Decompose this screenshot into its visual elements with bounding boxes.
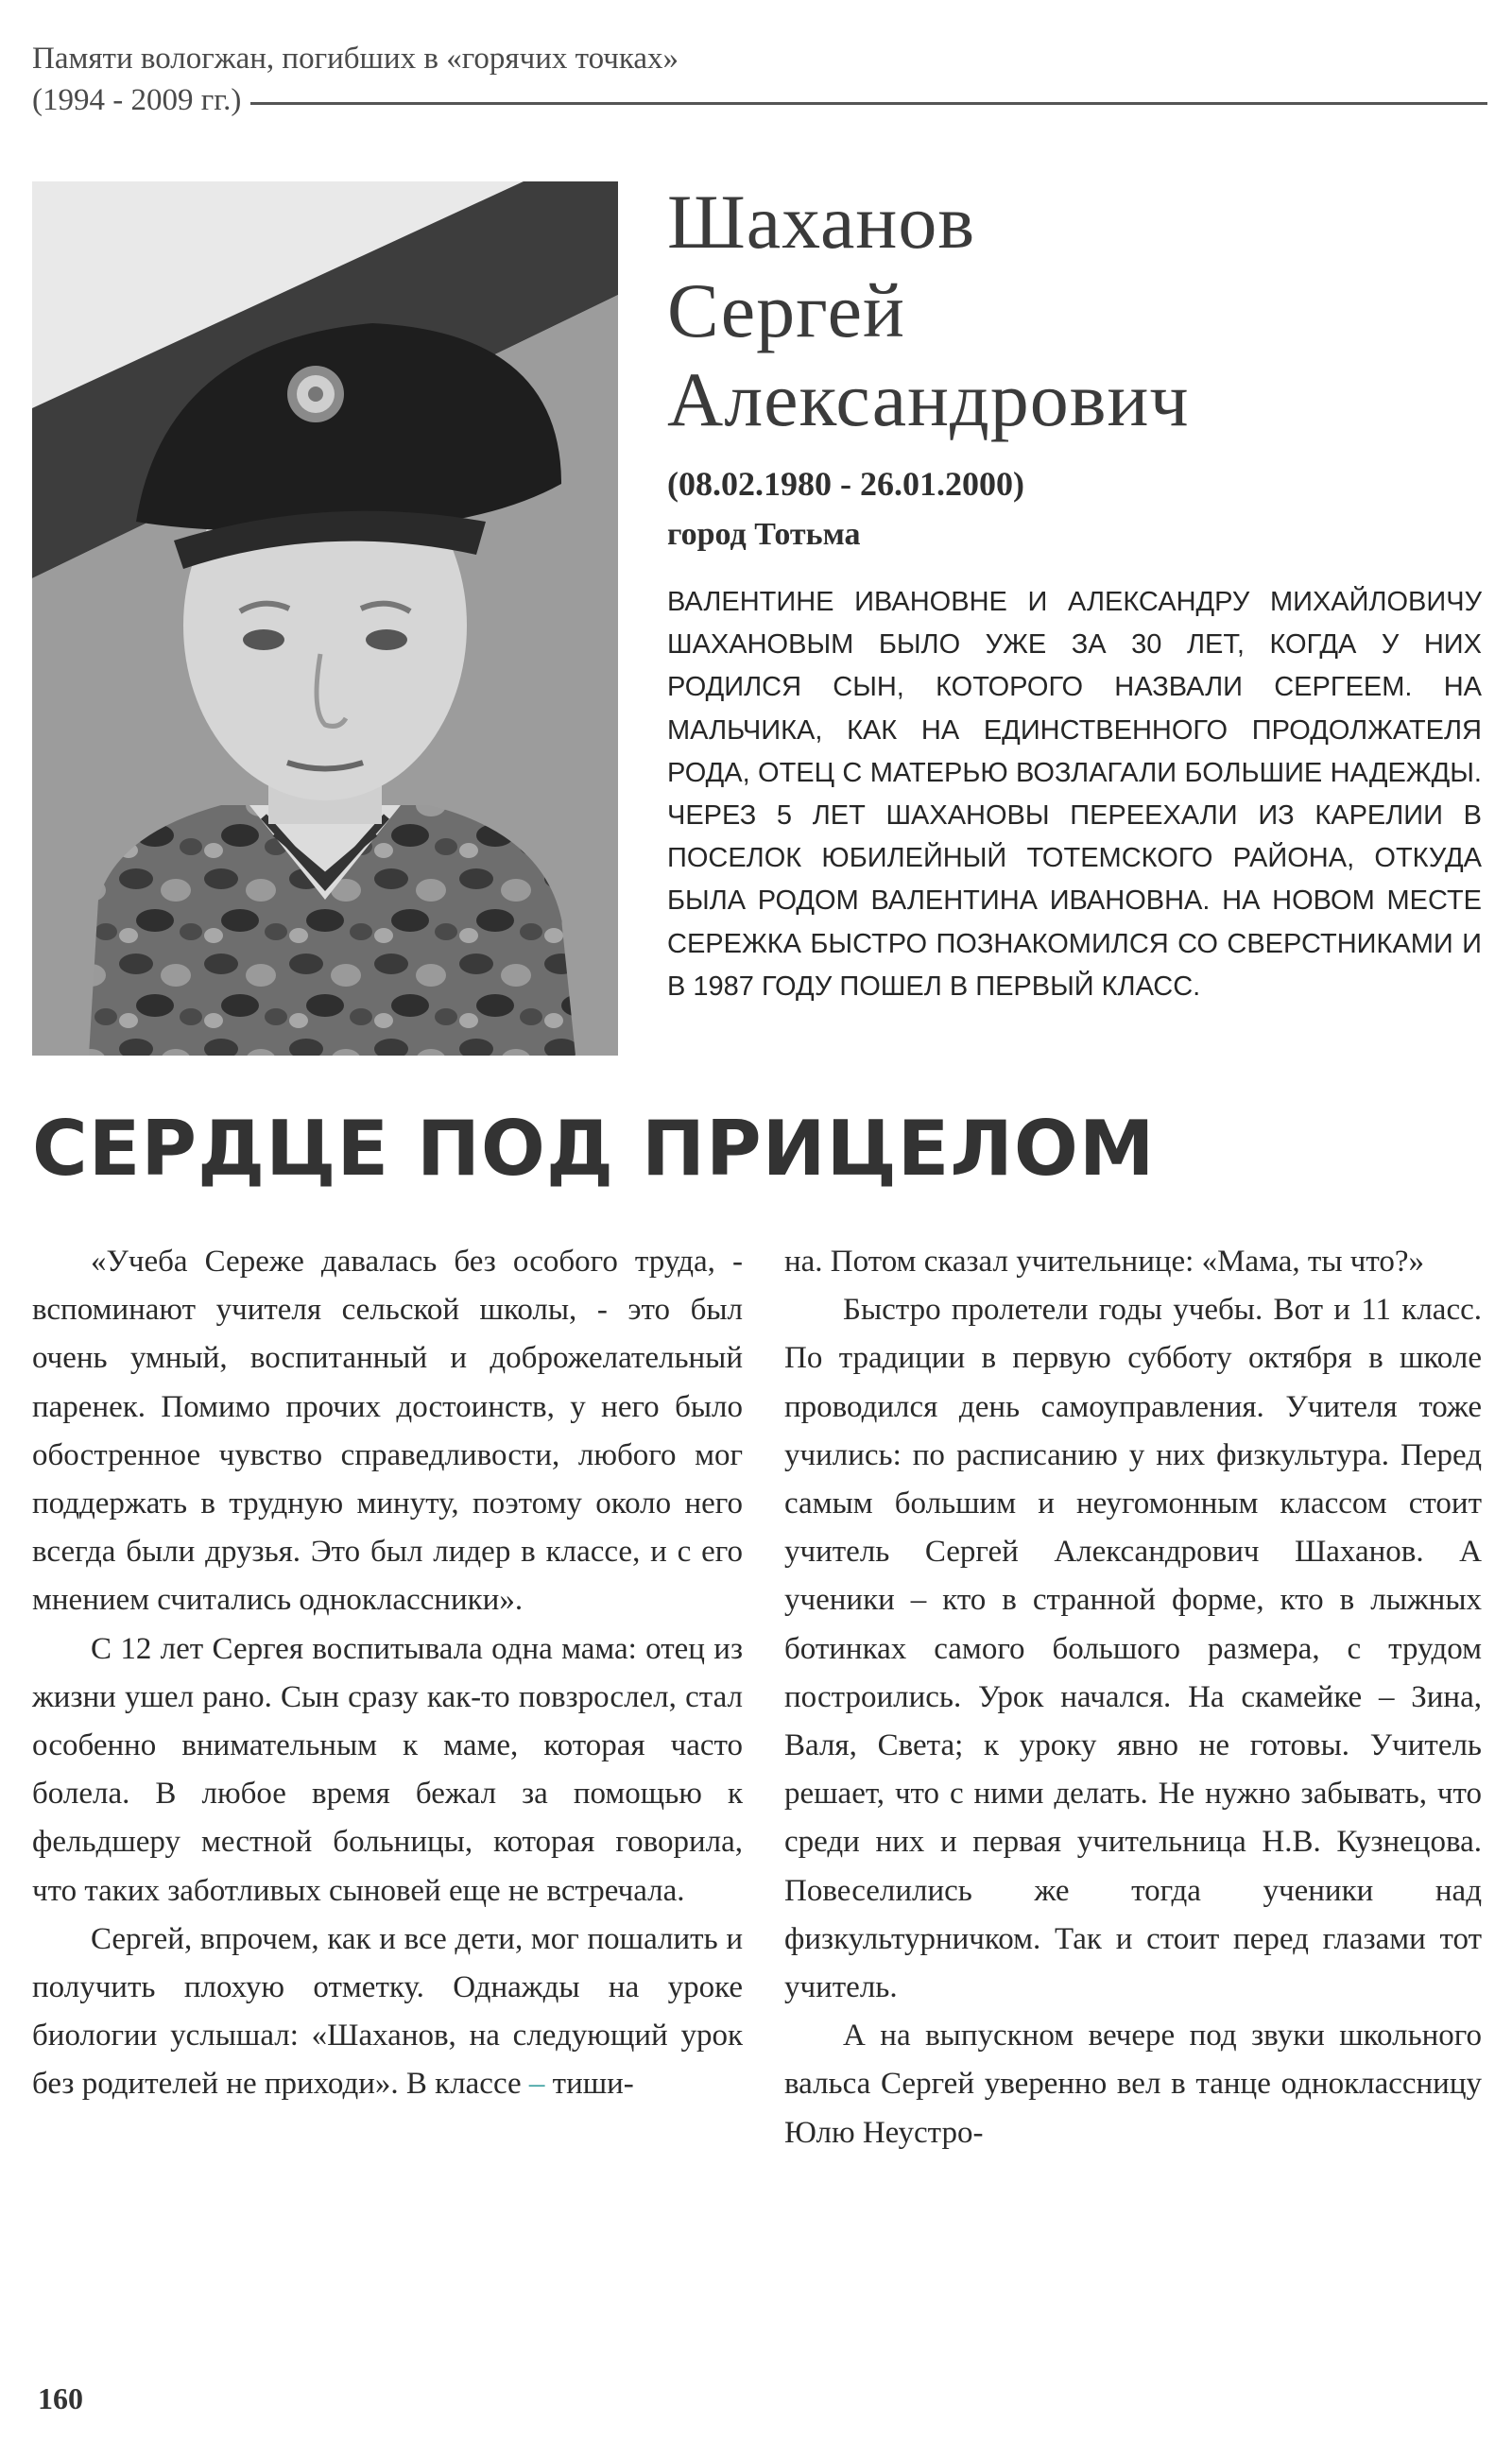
home-city: город Тотьма bbox=[667, 517, 861, 552]
person-first-name: Сергей bbox=[667, 267, 905, 353]
article-paragraph: «Учеба Сереже давалась без особого труда, - вспоминают учителя сельской школы, - это был очень умный, воспитанный и доброжелательный паренек. Помимо прочих достоинств, у него было обостренное чувство справедливости, любого мог поддержать в трудную минуту, поэтому около него всегда были друзья. Это был лидер в классе, и с его мнением считались одноклассники». bbox=[32, 1245, 743, 1618]
accent-dash: – bbox=[528, 2067, 545, 2102]
article-headline: СЕРДЦЕ ПОД ПРИЦЕЛОМ bbox=[32, 1105, 1156, 1193]
running-head-title: Памяти вологжан, погибших в «горячих точках» bbox=[32, 42, 679, 76]
person-patronymic: Александрович bbox=[667, 356, 1190, 442]
header-rule bbox=[250, 102, 1487, 105]
article-paragraph-text: Сергей, впрочем, как и все дети, мог пошалить и получить плохую отметку. Однажды на уроке биологии услышал: «Шаханов, на следующий урок без родителей не приходи». В классе bbox=[32, 1921, 743, 2102]
portrait-photo bbox=[32, 181, 618, 1056]
life-dates: (08.02.1980 - 26.01.2000) bbox=[667, 465, 1024, 503]
page-number: 160 bbox=[38, 2381, 83, 2415]
running-head-years-row bbox=[32, 79, 1487, 121]
person-name bbox=[667, 178, 1480, 444]
intro-paragraph: ВАЛЕНТИНЕ ИВАНОВНЕ И АЛЕКСАНДРУ МИХАЙЛОВИЧУ ШАХАНОВЫМ БЫЛО УЖЕ ЗА 30 ЛЕТ, КОГДА У НИХ РОДИЛСЯ СЫН, КОТОРОГО НАЗВАЛИ СЕРГЕЕМ. НА МАЛЬЧИКА, КАК НА ЕДИНСТВЕННОГО ПРОДОЛЖАТЕЛЯ РОДА, ОТЕЦ С МАТЕРЬЮ ВОЗЛАГАЛИ БОЛЬШИЕ НАДЕЖДЫ. ЧЕРЕЗ 5 ЛЕТ ШАХАНОВЫ ПЕРЕЕХАЛИ ИЗ КАРЕЛИИ В ПОСЕЛОК ЮБИЛЕЙНЫЙ ТОТЕМСКОГО РАЙОНА, ОТКУДА БЫЛА РОДОМ ВАЛЕНТИНА ИВАНОВНА. НА НОВОМ МЕСТЕ СЕРЕЖКА БЫСТРО ПОЗНАКОМИЛСЯ СО СВЕРСТНИКАМИ И В 1987 ГОДУ ПОШЕЛ В ПЕРВЫЙ КЛАСС. bbox=[667, 587, 1482, 1002]
article-paragraph: Быстро пролетели годы учебы. Вот и 11 класс. По традиции в первую субботу октября в школе проводился день самоуправления. Учителя тоже учились: по расписанию у них физкультура. Перед самым большим и неугомонным классом стоит учитель Сергей Александрович Шаханов. А ученики – кто в странной форме, кто в лыжных ботинках самого большого размера, с трудом построились. Урок начался. На скамейке – Зина, Валя, Света; к уроку явно не готовы. Учитель решает, что с ними делать. Не нужно забывать, что среди них и первая учительница Н.В. Кузнецова. Повеселились же тогда ученики над физкультурничком. Так и стоит перед глазами тот учитель. bbox=[784, 1293, 1482, 2005]
article-paragraph-continued: на. Потом сказал учительнице: «Мама, ты что?» bbox=[784, 1245, 1424, 1279]
article-paragraph: А на выпускном вечере под звуки школьного вальса Сергей уверенно вел в танце одноклассницу Юлю Неустро- bbox=[784, 2019, 1482, 2150]
person-surname: Шаханов bbox=[667, 179, 976, 265]
article-paragraph: С 12 лет Сергея воспитывала одна мама: отец из жизни ушел рано. Сын сразу как-то повзрослел, стал особенно внимательным к маме, которая часто болела. В любое время бежал за помощью к фельдшеру местной больницы, которая говорила, что таких заботливых сыновей еще не встречала. bbox=[32, 1631, 743, 1908]
running-head-years: (1994 - 2009 гг.) bbox=[32, 83, 242, 117]
portrait-illustration bbox=[32, 181, 618, 1056]
article-paragraph-tail: тиши- bbox=[552, 2067, 634, 2102]
running-head bbox=[32, 38, 1487, 121]
article-column-left bbox=[32, 1238, 743, 2109]
article-column-right bbox=[784, 1238, 1482, 2157]
article-paragraph bbox=[32, 1916, 743, 2109]
